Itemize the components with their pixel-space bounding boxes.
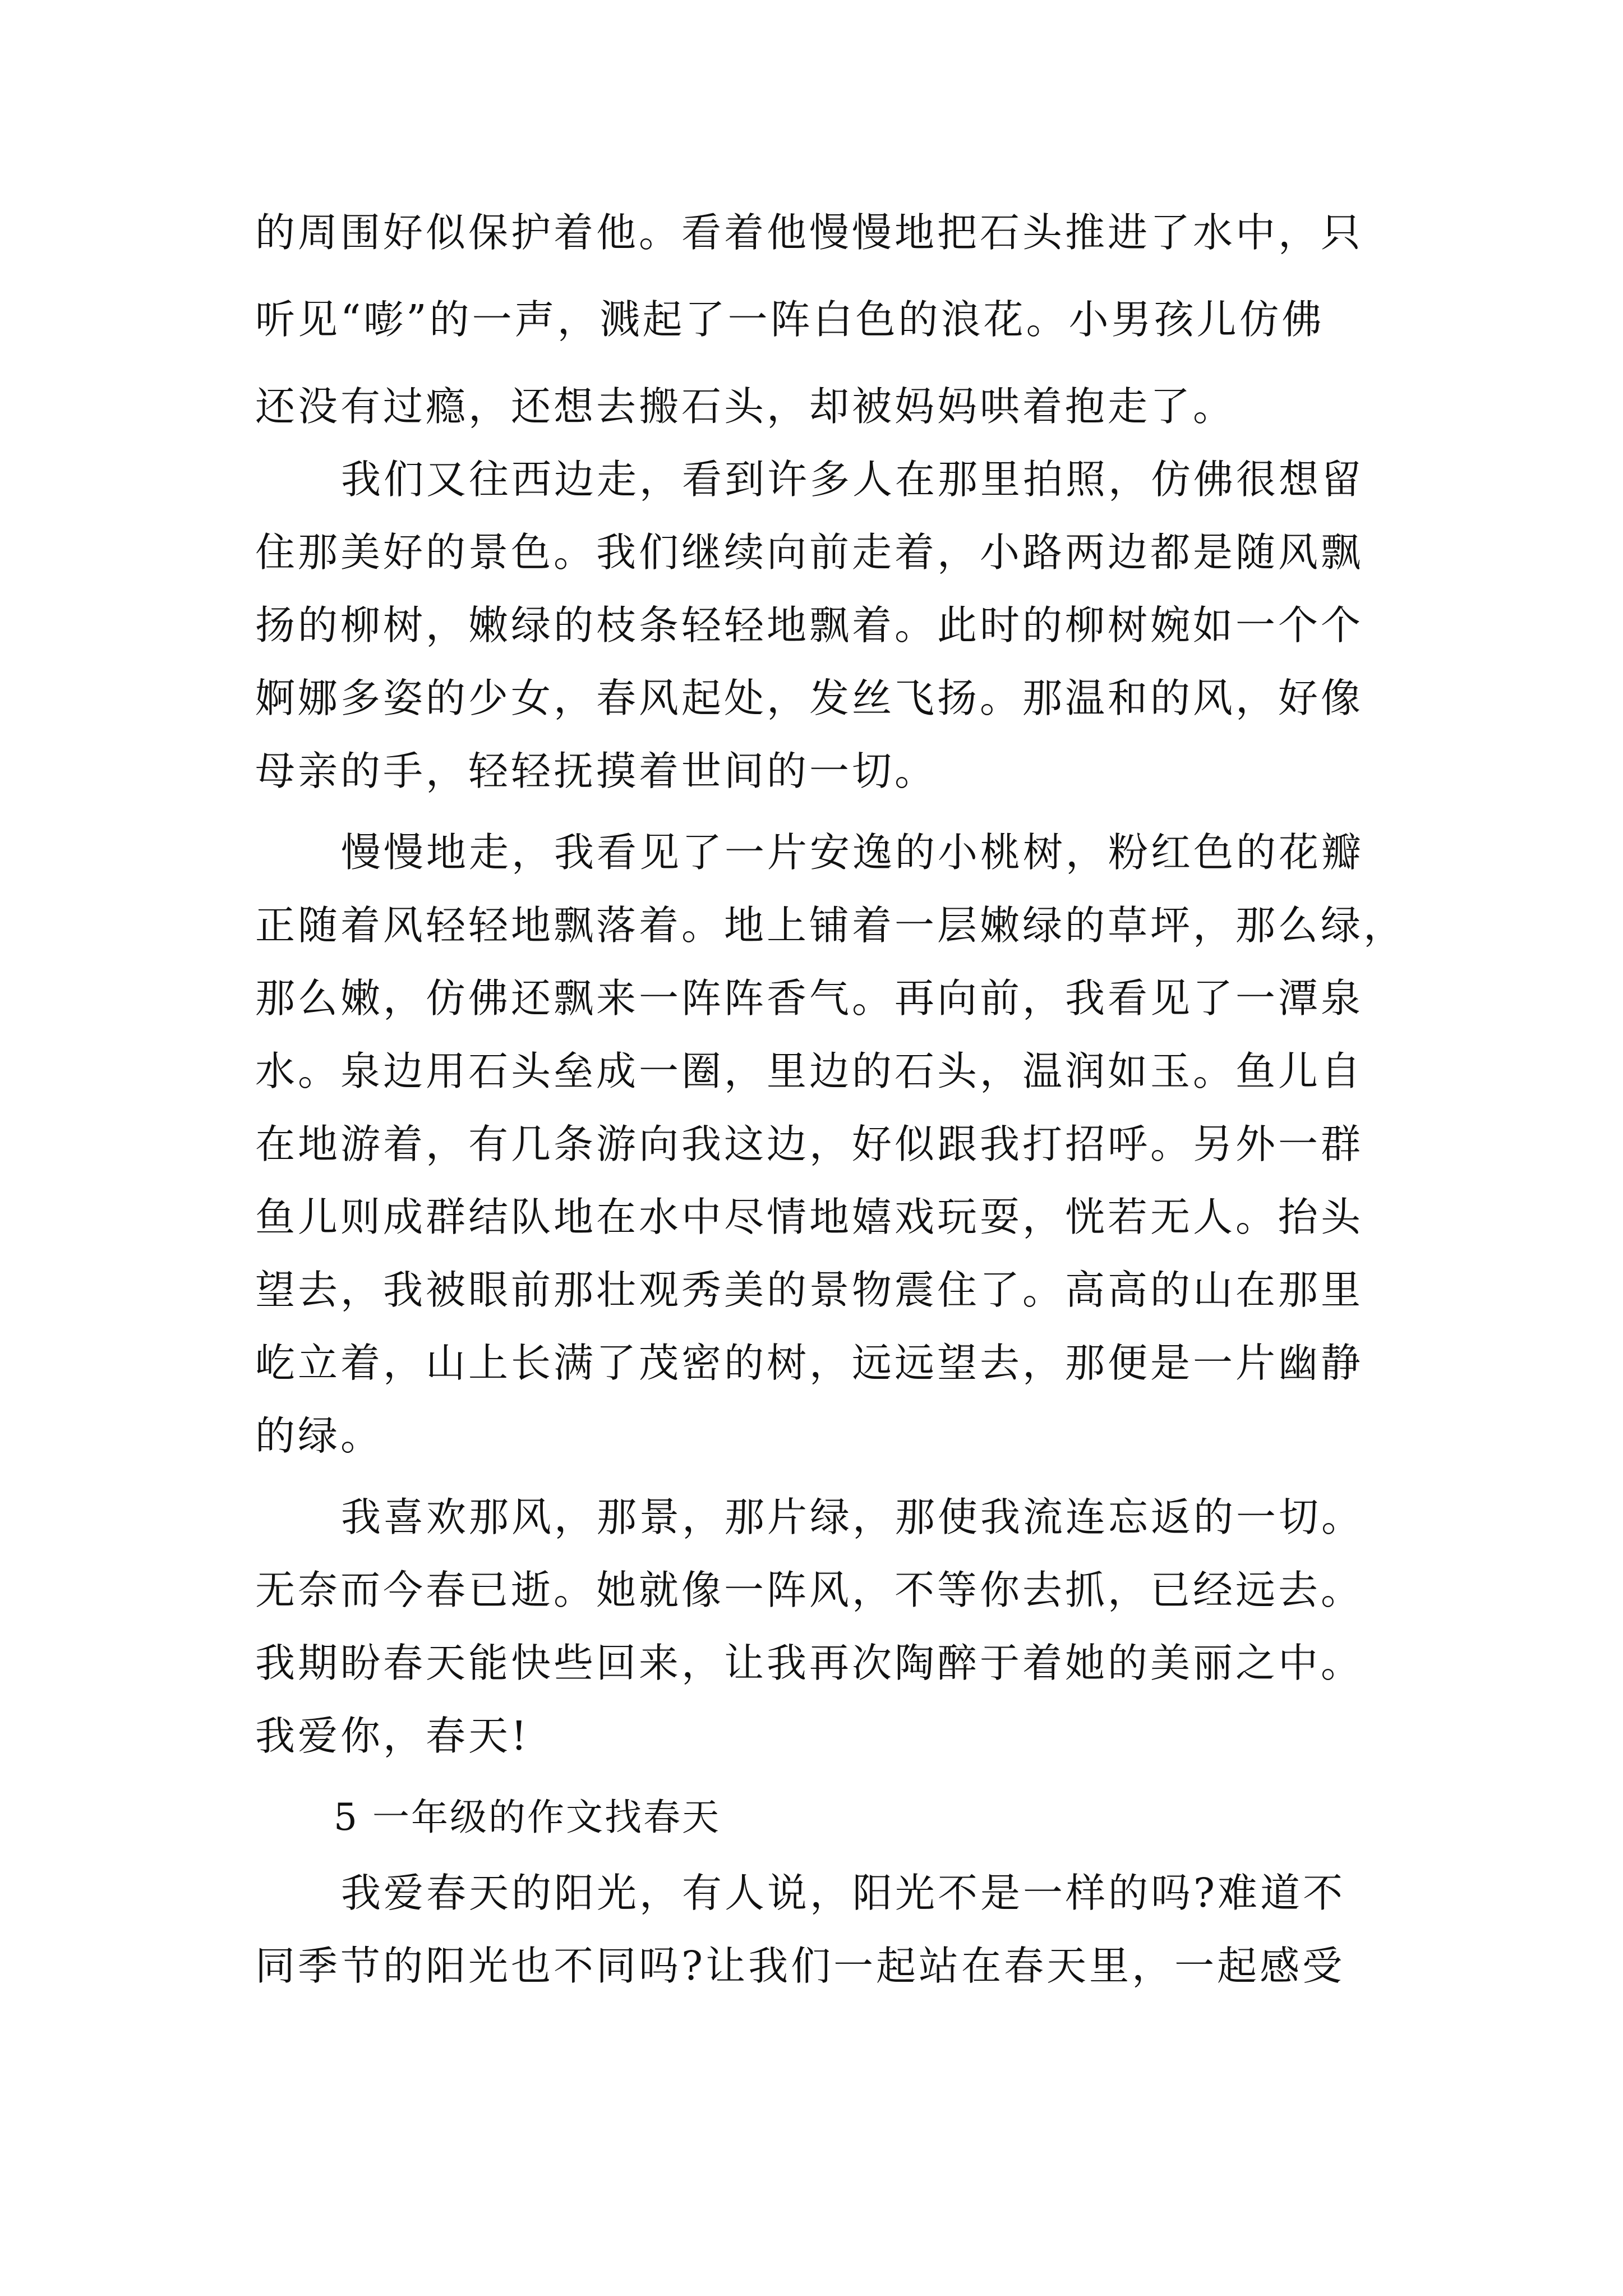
text-line: 慢慢地走，我看见了一片安逸的小桃树，粉红色的花瓣 xyxy=(341,829,1364,876)
text-line: 母亲的手，轻轻抚摸着世间的一切。 xyxy=(255,748,938,794)
text-line: 我爱春天的阳光，有人说，阳光不是一样的吗?难道不 xyxy=(341,1870,1346,1916)
text-line: 鱼儿则成群结队地在水中尽情地嬉戏玩耍，恍若无人。抬头 xyxy=(255,1194,1364,1240)
text-line: 的绿。 xyxy=(255,1412,384,1459)
text-line: 的周围好似保护着他。看着他慢慢地把石头推进了水中，只 xyxy=(255,209,1364,256)
text-line: 还没有过瘾，还想去搬石头，却被妈妈哄着抱走了。 xyxy=(255,383,1236,430)
text-line: 水。泉边用石头垒成一圈，里边的石头，温润如玉。鱼儿自 xyxy=(255,1048,1364,1094)
text-line: 无奈而今春已逝。她就像一阵风，不等你去抓，已经远去。 xyxy=(255,1567,1364,1613)
text-line: 那么嫩，仿佛还飘来一阵阵香气。再向前，我看见了一潭泉 xyxy=(255,975,1364,1022)
section-heading: 5 一年级的作文找春天 xyxy=(334,1796,721,1839)
text-line: 我期盼春天能快些回来，让我再次陶醉于着她的美丽之中。 xyxy=(255,1640,1364,1686)
text-line: 婀娜多姿的少女，春风起处，发丝飞扬。那温和的风，好像 xyxy=(255,675,1364,721)
text-line: 扬的柳树，嫩绿的枝条轻轻地飘着。此时的柳树婉如一个个 xyxy=(255,602,1364,648)
text-line: 我们又往西边走，看到许多人在那里拍照，仿佛很想留 xyxy=(341,456,1364,503)
text-line: 同季节的阳光也不同吗?让我们一起站在春天里，一起感受 xyxy=(255,1943,1345,1989)
text-line: 正随着风轻轻地飘落着。地上铺着一层嫩绿的草坪，那么绿， xyxy=(255,902,1407,949)
text-line: 我爱你，春天! xyxy=(255,1713,530,1759)
text-line: 在地游着，有几条游向我这边，好似跟我打招呼。另外一群 xyxy=(255,1121,1364,1167)
text-line: 听见“嘭”的一声，溅起了一阵白色的浪花。小男孩儿仿佛 xyxy=(255,296,1325,343)
text-line: 住那美好的景色。我们继续向前走着，小路两边都是随风飘 xyxy=(255,529,1364,576)
text-line: 望去，我被眼前那壮观秀美的景物震住了。高高的山在那里 xyxy=(255,1267,1364,1313)
text-line: 屹立着，山上长满了茂密的树，远远望去，那便是一片幽静 xyxy=(255,1340,1364,1386)
text-line: 我喜欢那风，那景，那片绿，那使我流连忘返的一切。 xyxy=(341,1494,1364,1540)
